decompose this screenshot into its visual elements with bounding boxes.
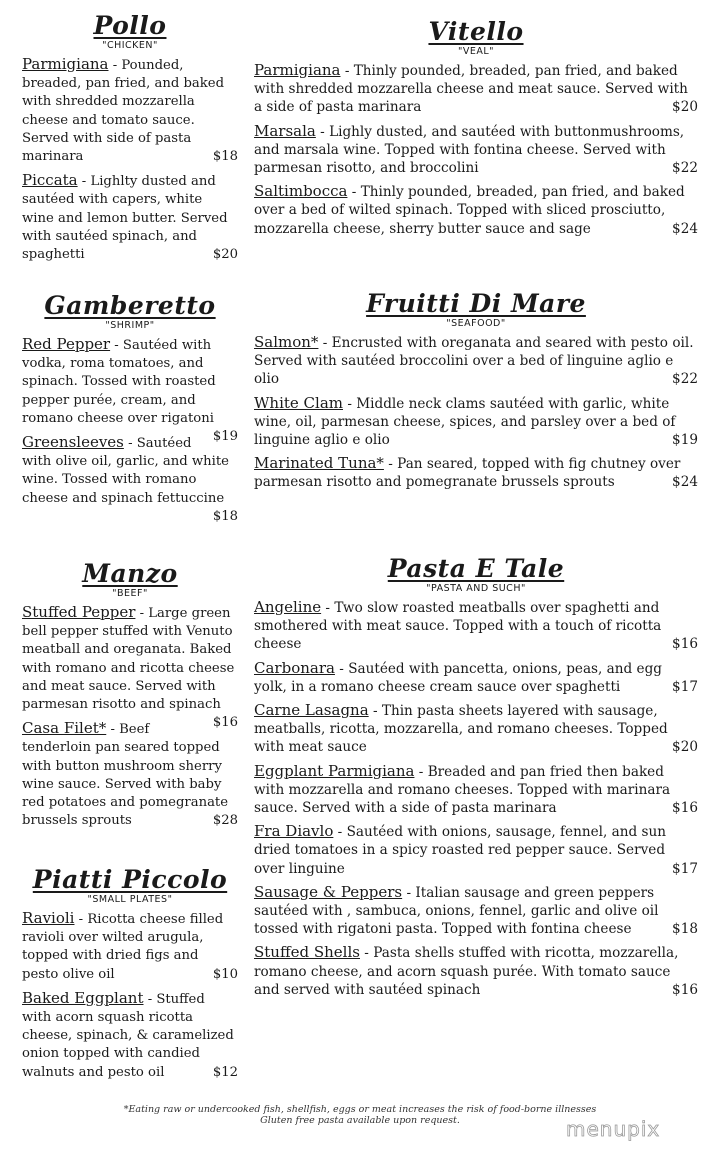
item-description: - Thin pasta sheets layered with sausage, meatballs, ricotta, mozzarella, and romano cheeses. Topped with meat sauce [254,703,668,756]
menu-item [254,762,698,818]
menupix-watermark: menupix [566,1117,661,1141]
item-name: Carne Lasagna [254,701,369,720]
item-name: Red Pepper [22,335,111,353]
item-description: - Thinly pounded, breaded, pan fried, and baked over a bed of wilted spinach. Topped with sliced prosciutto, mozzarella cheese, sherry butter sauce and sage [254,184,685,237]
gluten-free-note: Gluten free pasta available upon request. [260,1115,460,1126]
menu-item [254,394,698,450]
menu-item [22,433,238,524]
item-description: - Sautéed with pancetta, onions, peas, and egg yolk, in a romano cheese cream sauce over spaghetti [254,660,662,695]
item-price: $18 [212,149,238,165]
menu-item [22,909,238,984]
item-description: - Beef tenderloin pan seared topped with button mushroom sherry wine sauce. Served with baby red potatoes and pomegranate brussels sprouts [22,722,229,829]
section-title: Gamberetto [44,291,216,320]
item-price: $12 [212,1064,238,1080]
item-price: $22 [672,160,698,177]
item-description: - Lighly dusted, and sautéed with buttonmushrooms, and marsala wine. Topped with fontina cheese. Served with parmesan risotto, and broccolini [254,123,685,177]
item-description: - Ricotta cheese filled ravioli over wilted arugula, topped with dried figs and pesto olive oil [22,912,224,982]
item-price: $24 [672,220,698,237]
item-price: $17 [672,678,698,695]
section-pollo [22,12,238,269]
item-price: $22 [672,371,698,388]
item-description: - Sautéed with olive oil, garlic, and white wine. Tossed with romano cheese and spinach fettuccine [22,436,229,506]
menu-item [254,333,698,389]
menu-item [22,719,238,830]
item-description: - Sautéed with vodka, roma tomatoes, and spinach. Tossed with roasted pepper purée, cream, and romano cheese over rigatoni [22,338,216,426]
item-price: $17 [672,860,698,877]
item-name: Sausage & Peppers [254,882,403,901]
item-description: - Large green bell pepper stuffed with Venuto meatball and oreganata. Baked with romano and ricotta cheese and meat sauce. Served with parmesan risotto and spinach [22,606,235,713]
menu-item [254,182,698,238]
menu-item [22,55,238,166]
item-name: Ravioli [22,909,75,927]
item-name: Baked Eggplant [22,988,144,1007]
item-price: $28 [212,813,238,829]
item-description: - Pan seared, topped with fig chutney over parmesan risotto and pomegranate brussels sprouts [254,456,681,491]
item-name: Marinated Tuna* [254,454,384,473]
item-name: Fra Diavlo [254,822,334,841]
section-title: Manzo [82,559,178,588]
section-subtitle: "SHRIMP" [105,320,155,331]
section-gamberetto [22,292,238,526]
raw-food-warning: *Eating raw or undercooked fish, shellfish, eggs or meat increases the risk of food-borne illnesses [123,1104,597,1115]
item-name: Eggplant Parmigiana [254,761,415,780]
section-subtitle: "BEEF" [112,588,148,599]
menu-item [254,454,698,491]
menu-item [254,883,698,939]
item-price: $10 [212,966,238,982]
section-subtitle: "SMALL PLATES" [87,894,173,905]
item-description: - Encrusted with oreganata and seared with pesto oil. Served with sautéed broccolini over a bed of linguine aglio e olio [254,335,694,388]
section-subtitle: "SEAFOOD" [446,318,506,329]
item-price: $16 [672,636,698,653]
item-price: $20 [672,99,698,116]
section-title: Piatti Piccolo [32,865,228,894]
section-subtitle: "PASTA AND SUCH" [426,583,526,594]
item-name: Saltimbocca [254,182,348,201]
item-description: - Thinly pounded, breaded, pan fried, and baked with shredded mozzarella cheese and meat sauce. Served with a side of pasta marinara [254,63,688,116]
menu-item [254,659,698,696]
item-name: Casa Filet* [22,719,107,738]
item-name: Parmigiana [254,61,341,79]
item-description: - Lighlty dusted and sautéed with capers, white wine and lemon butter. Served with sautéed spinach, and spaghetti [22,174,228,263]
item-name: Angeline [254,598,322,616]
item-price: $18 [672,921,698,938]
item-description: - Sautéed with onions, sausage, fennel, and sun dried tomatoes in a spicy roasted red pepper sauce. Served over linguine [254,824,667,877]
item-name: White Clam [254,393,343,412]
section-title: Pasta E Tale [387,554,565,583]
item-name: Salmon* [254,333,319,351]
menu-item [254,701,698,757]
item-price: $20 [672,739,698,756]
item-description: - Middle neck clams sautéed with garlic, white wine, oil, parmesan cheese, spices, and parsley over a bed of linguine aglio e olio [254,395,676,449]
item-price: $19 [672,432,698,449]
menu-item [22,171,238,264]
item-price: $16 [672,800,698,817]
item-price: $19 [212,429,238,445]
section-pasta-e-tale [254,555,698,1004]
item-description: - Pasta shells stuffed with ricotta, mozzarella, romano cheese, and acorn squash purée. With tomato sauce and served with sautéed spinach [254,945,679,998]
section-vitello [254,18,698,243]
item-price: $20 [212,247,238,263]
menu-item [22,989,238,1082]
item-description: - Breaded and pan fried then baked with mozzarella and romano cheeses. Topped with marinara sauce. Served with a side of pasta marinara [254,763,671,817]
item-name: Marsala [254,121,316,140]
menu-item [254,943,698,999]
section-manzo [22,560,238,835]
item-description: - Italian sausage and green peppers sautéed with , sambuca, onions, fennel, garlic and olive oil tossed with rigatoni pasta. Topped with fontina cheese [254,884,659,938]
item-name: Stuffed Pepper [22,603,136,621]
item-price: $16 [212,715,238,731]
item-description: - Two slow roasted meatballs over spaghetti and smothered with meat sauce. Topped with a touch of ricotta cheese [254,600,662,653]
menu-item [254,822,698,878]
section-subtitle: "VEAL" [457,46,495,57]
item-name: Carbonara [254,658,335,677]
section-piatti-piccolo [22,866,238,1087]
section-title: Vitello [428,17,524,46]
item-description: - Stuffed with acorn squash ricotta cheese, spinach, & caramelized onion topped with candied walnuts and pesto oil [22,991,234,1080]
item-name: Greensleeves [22,433,124,452]
item-description: - Pounded, breaded, pan fried, and baked with shredded mozzarella cheese and tomato sauce. Served with side of pasta marinara [22,58,225,165]
item-name: Parmigiana [22,55,109,73]
menu-item [254,61,698,117]
menu-item [254,598,698,654]
item-price: $18 [212,508,238,524]
section-subtitle: "CHICKEN" [102,40,158,51]
section-title: Pollo [93,11,167,40]
item-name: Piccata [22,171,78,190]
section-fruitti-di-mare [254,290,698,497]
section-title: Fruitti Di Mare [366,289,586,318]
item-price: $16 [672,981,698,998]
item-name: Stuffed Shells [254,943,360,962]
menu-item [254,122,698,178]
item-price: $24 [672,474,698,491]
